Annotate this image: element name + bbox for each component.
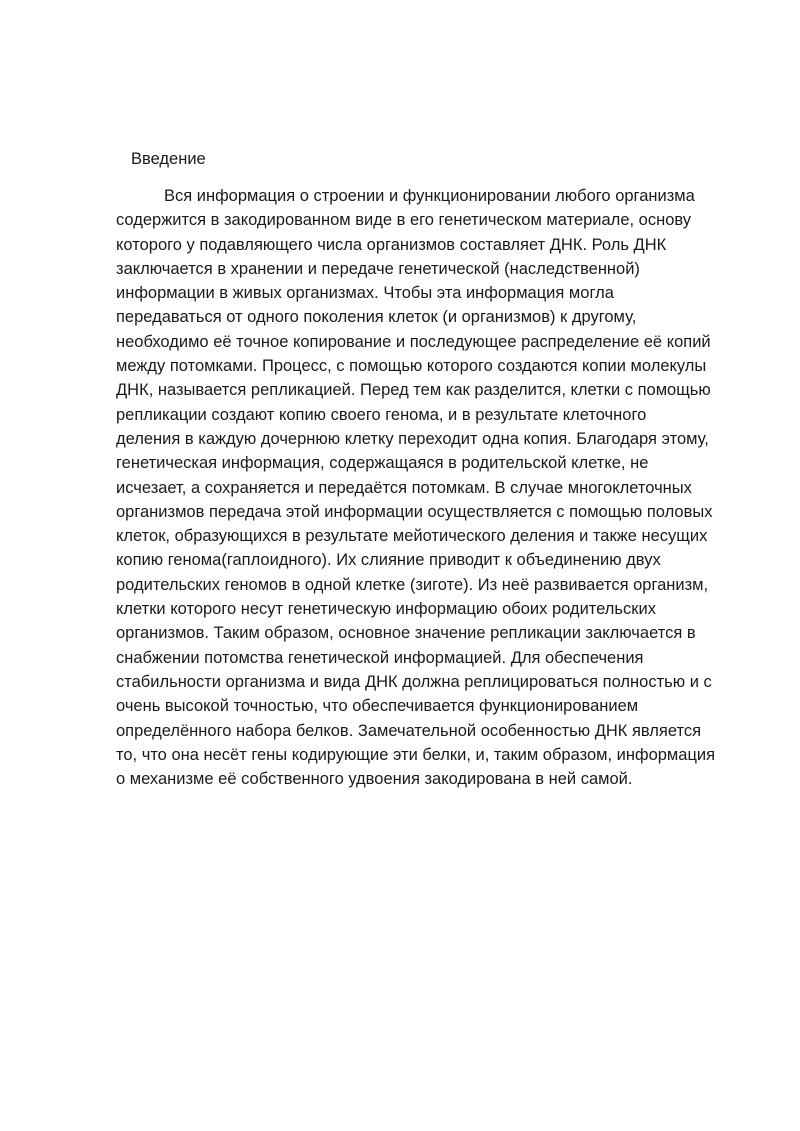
- paragraph-line: репликации создают копию своего генома, и в результате клеточного: [116, 405, 647, 424]
- paragraph-line: Вся информация о строении и функционировании любого организма: [164, 187, 695, 205]
- paragraph-line: о механизме её собственного удвоения закодирована в ней самой.: [116, 770, 633, 789]
- paragraph-line: информации в живых организмах. Чтобы эта информация могла: [116, 284, 614, 303]
- paragraph-line: родительских геномов в одной клетке (зиготе). Из неё развивается организм,: [116, 575, 709, 594]
- paragraph-line: то, что она несёт гены кодирующие эти белки, и, таким образом, информация: [116, 745, 716, 764]
- paragraph-line: копию генома(гаплоидного). Их слияние приводит к объединению двух: [116, 551, 661, 570]
- paragraph-line: снабжении потомства генетической информацией. Для обеспечения: [116, 648, 644, 667]
- paragraph-line: определённого набора белков. Замечательной особенностью ДНК является: [116, 721, 702, 740]
- paragraph-line: ДНК, называется репликацией. Перед тем как разделится, клетки с помощью: [116, 381, 711, 400]
- section-heading: Введение: [131, 150, 206, 168]
- paragraph-line: клетки которого несут генетическую информацию обоих родительских: [116, 600, 656, 619]
- paragraph-line: организмов. Таким образом, основное значение репликации заключается в: [116, 624, 696, 643]
- paragraph-line: очень высокой точностью, что обеспечивается функционированием: [116, 697, 639, 716]
- paragraph-line: стабильности организма и вида ДНК должна реплицироваться полностью и с: [116, 672, 712, 691]
- paragraph-line: между потомками. Процесс, с помощью которого создаются копии молекулы: [116, 357, 707, 376]
- paragraph-line: необходимо её точное копирование и последующее распределение её копий: [116, 332, 711, 351]
- body-paragraph: [116, 184, 756, 791]
- paragraph-line: заключается в хранении и передаче генетической (наследственной): [116, 259, 640, 278]
- paragraph-line: передаваться от одного поколения клеток (и организмов) к другому,: [116, 308, 637, 327]
- paragraph-line: клеток, образующихся в результате мейотического деления и также несущих: [116, 527, 708, 546]
- paragraph-line: генетическая информация, содержащаяся в родительской клетке, не: [116, 454, 649, 473]
- paragraph-line: организмов передача этой информации осуществляется с помощью половых: [116, 502, 713, 521]
- paragraph-line: исчезает, а сохраняется и передаётся потомкам. В случае многоклеточных: [116, 478, 692, 497]
- paragraph-line: деления в каждую дочернюю клетку переходит одна копия. Благодаря этому,: [116, 429, 709, 448]
- paragraph-line: которого у подавляющего числа организмов составляет ДНК. Роль ДНК: [116, 235, 667, 254]
- paragraph-line: содержится в закодированном виде в его генетическом материале, основу: [116, 211, 692, 230]
